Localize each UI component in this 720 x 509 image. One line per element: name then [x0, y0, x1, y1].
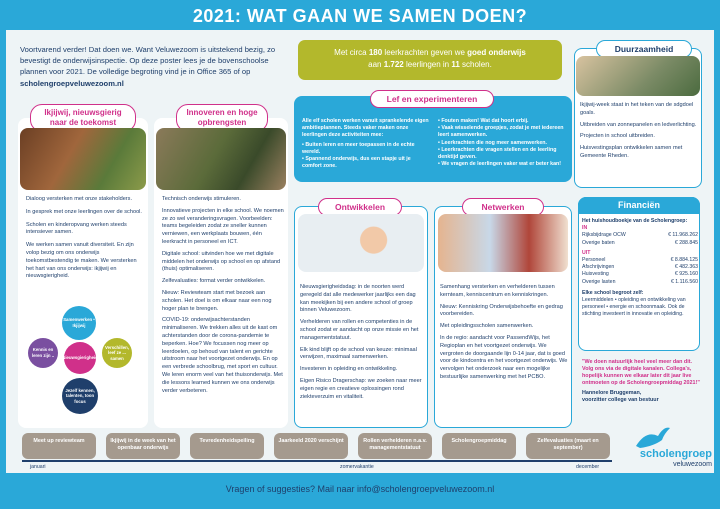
quote-text: "We doen natuurlijk heel veel meer dan dit. Volg ons via de digitale kanalen. Collega's, hopelijk kunnen we elkaar later dit jaar live ontmoeten op de Scholengroepmiddag 2021!" [582, 359, 700, 386]
fin-label: Overige lasten [582, 278, 616, 285]
ontwikkelen-photo [298, 214, 424, 272]
kpi-quality: goed onderwijs [467, 48, 526, 57]
fin-row [582, 257, 698, 264]
netwerken-item: In de regio: aandacht voor PassendWijs, het Regioplan en het voortgezet onderwijs. We vergroten de doorgaande lijn 0-14 jaar, dat is goed voor de kindcentra en het voortgezet onderwijs. We vervolgen het onderzoek naar een mogelijke bestuurlijke samenwerking met het PCBO. [440, 334, 568, 380]
lef-item: • Fouten maken! Wat dat hoort erbij. [438, 118, 529, 124]
lef-item: • Vaak wisselende groepjes, zodat je met iedereen leert samenwerken. [438, 125, 564, 139]
logo [624, 424, 712, 472]
netwerken-item: Samenhang versterken en verhelderen tussen kernteam, kenniscentrum en kenniskringen. [440, 284, 555, 298]
timeline-item: Scholengroepmiddag [442, 433, 516, 459]
logo-line2: veluwezoom [673, 461, 712, 468]
website-link[interactable]: scholengroepveluwezoom.nl [20, 78, 124, 88]
fin-value: € 482.363 [674, 264, 698, 271]
innoveren-item: Zelfevaluaties: format verder ontwikkelen. [162, 278, 266, 285]
duurzaam-item: Uitbreiden van zonnepanelen en ledverlichting. [580, 121, 697, 128]
duurzaam-item: Huisvestingsplan ontwikkelen samen met Gemeente Rheden. [580, 145, 683, 159]
ikjijwij-photo [20, 128, 146, 190]
timeline-item: Meet up reviewteam [22, 433, 96, 459]
ontwikkelen-item: Elk kind blijft op de school van keuze: minimaal verwijzen, maximaal samenwerken. [300, 346, 417, 361]
circle-jezelf: Jezelf kennen, talenten, toon focus [62, 378, 98, 414]
timeline-end: december [576, 464, 600, 470]
financien-text [582, 218, 698, 319]
lef-item: • Spannend onderwijs, dus een stapje uit je comfort zone. [302, 156, 411, 170]
circle-samenwerken: Samenwerken • Ikjijwij [62, 306, 96, 340]
kpi-text: leerkrachten geven we [382, 48, 468, 57]
kpi-banner [298, 40, 562, 80]
kpi-students: 1.722 [383, 60, 404, 69]
netwerken-item: Nieuw: Kenniskring Onderwijsbehoefte en gedrag voorbereiden. [440, 303, 563, 318]
footer-contact[interactable]: Vragen of suggesties? Mail naar info@scholengroepveluwezoom.nl [225, 484, 495, 494]
innoveren-item: Technisch onderwijs stimuleren. [162, 196, 241, 202]
ontwikkelen-item: Eigen Risico Dragerschap: we zoeken naar meer eigen regie en creatieve oplossingen rond ziekteverzuim en vitaliteit. [300, 377, 422, 400]
ontwikkelen-item: Investeren in opleiding en ontwikkeling. [300, 366, 398, 373]
kpi-text: Met circa [334, 48, 369, 57]
timeline-item: Jaarkeeld 2020 verschijnt [274, 433, 348, 459]
logo-line1: scholengroep [639, 448, 712, 460]
footer [0, 474, 720, 509]
lef-right [438, 118, 566, 168]
lef-title: Lef en experimenteren [370, 90, 494, 108]
lef-item: • We vragen de leerlingen vaker wat er beter kan! [438, 161, 562, 168]
innoveren-item: Nieuw: Reviewteam start met bezoek aan scholen. Het doel is om elkaar naar een nog hoger plan te brengen. [162, 289, 272, 312]
financien-elke-title: Elke school begroot zelf: [582, 289, 644, 296]
circle-nieuwsgierigheid: Nieuwsgierigheid [64, 342, 96, 374]
lef-card [294, 96, 572, 182]
page-title: 2021: WAT GAAN WE SAMEN DOEN? [0, 0, 720, 30]
intro-text [20, 44, 278, 89]
fin-value: € 11.968.262 [668, 232, 698, 239]
timeline-axis [22, 460, 612, 462]
kpi-text: scholen. [459, 60, 492, 69]
netwerken-photo [438, 214, 568, 272]
ontwikkelen-title: Ontwikkelen [318, 198, 402, 216]
kpi-schools: 11 [451, 60, 460, 69]
ontwikkelen-text [300, 284, 424, 401]
fin-row [582, 240, 698, 247]
innoveren-item: Innovatieve projecten in elke school. We noemen ze zo wel veranderingsvragen. Voorbeelden: teams begeleiden zodat ze sneller kunnen verniewen, een werkplaats bouwen, één leerkracht in personeel en ICT. [162, 207, 284, 245]
lef-item: • Buiten leren en meer toepassen in de echte wereld. [302, 141, 415, 155]
fin-value: € 8.884.125 [670, 257, 698, 264]
duurzaam-item: Projecten in school uitbreiden. [580, 133, 655, 140]
kpi-teachers: 180 [368, 48, 383, 57]
fin-label: Personeel [582, 257, 606, 264]
innoveren-title: Innoveren en hoge opbrengsten [176, 104, 268, 132]
fin-label: Overige baten [582, 239, 615, 246]
fin-row [582, 279, 698, 286]
lef-item: • Leerkrachten die vragen stellen en de leerling denktijd geven. [438, 146, 557, 161]
duurzaamheid-text [580, 102, 698, 161]
ikjijwij-item: Scholen en kinderopvang werken steeds intensiever samen. [26, 221, 127, 236]
fin-value: € 288.845 [674, 239, 698, 246]
timeline-item: Rollen verhelderen n.a.v. managementstatuut [358, 433, 432, 459]
financien-sub: Het huishoudboekje van de Scholengroep: [582, 218, 688, 224]
timeline-item: Zelfevaluaties (maart en september) [526, 433, 610, 459]
duurzaamheid-title: Duurzaamheid [596, 40, 692, 58]
ikjijwij-item: Dialoog versterken met onze stakeholders. [26, 196, 133, 202]
quote-author: Hannelore Bruggeman, [582, 390, 642, 396]
fin-row [582, 232, 698, 239]
fin-value: € 1.116.560 [670, 278, 698, 285]
circle-kennis: Kennis en leren zijn .. [28, 338, 58, 368]
duurzaam-item: Ikjijwij-week staat in het teken van de sdgdoel goals. [580, 102, 694, 116]
quote-block [578, 355, 706, 411]
innoveren-photo [156, 128, 286, 190]
netwerken-title: Netwerken [462, 198, 544, 216]
financien-in: IN [582, 225, 588, 232]
fin-row [582, 264, 698, 271]
fin-value: € 925.160 [674, 271, 698, 278]
fin-label: Afschrijvingen [582, 264, 615, 271]
timeline-item: Ikjijwij in de week van het openbaar onderwijs [106, 433, 180, 459]
circle-verschillen: Verschillen, leef ze ... samen [102, 338, 132, 368]
timeline-start: januari [30, 464, 46, 470]
intro-paragraph: Voortvarend verder! Dat doen we. Want Veluwezoom is uitstekend bezig, zo bevestigt de onderwijsinspectie. Op deze poster lees je de bovenschoolse plannen voor 2021. De volledige begroting vind je in Office 365 of op [20, 45, 276, 77]
ontwikkelen-item: Nieuwsgierigheidsdag: in de noorten werd geregeld dat alle medewerker jaarlijks een dag kan meekijken bij een andere school of groep binnen Veluwezoom. [300, 284, 416, 314]
kpi-text: leerlingen in [403, 60, 452, 69]
ikjijwij-text [26, 196, 144, 281]
financien-title: Financiën [578, 197, 700, 214]
netwerken-text [440, 284, 568, 382]
duurzaamheid-photo [576, 56, 700, 96]
lef-item: Alle elf scholen werken vanuit sprankelende eigen ambitieplannen. Steeds vaker maken onze leerlingen deze activiteiten mee: [302, 118, 429, 139]
ikjijwij-item: We werken samen vanuit diversiteit. En zijn volop bezig om ons onderwijs toekomstbestendig te maken. We versterken het hart van ons onderwijs: ikjijwij en nieuwsgierigheid. [26, 242, 137, 280]
quote-role: voorzitter college van bestuur [582, 397, 659, 403]
fin-row [582, 271, 698, 278]
financien-uit: UIT [582, 249, 591, 256]
netwerken-item: Met opleidingsscholen samenwerken. [440, 323, 534, 330]
kpi-text: aan [368, 60, 384, 69]
ikjijwij-item: In gesprek met onze leerlingen over de school. [26, 208, 142, 215]
ontwikkelen-item: Verhelderen van rollen en competenties in de school zodat er aandacht op onze missie en het managementstatuut. [300, 319, 419, 341]
innoveren-item: Digitale school: uitvinden hoe we met digitale middelen het onderwijs op school en op afstand (thuis) optimaliseren. [162, 250, 281, 273]
lef-item: • Leerkrachten die nog meer samenwerken. [438, 139, 548, 146]
innoveren-item: COVID-19: onderwijsachterstanden minimaliseren. We trekken alles uit de kast om achterstanden door de corona-pandemie te beperken. Hoe? We focussen nog meer op leerdoelen, op behoud van talent en gerichte uitstroom naar het voortgezet onderwijs. En op een verbrede schoolbrug, met sport en cultuur. We leren enorm veel van het thuisonderwijs. Met die lessons learned kunnen we ons onderwijs verder verbeteren. [162, 317, 283, 394]
timeline-mid: zomervakantie [340, 464, 374, 470]
timeline-item: Tevredenheidspeiling [190, 433, 264, 459]
innoveren-text [162, 196, 284, 395]
fin-label: Huisvesting [582, 271, 609, 278]
ikjijwij-title: Ikjijwij, nieuwsgierig naar de toekomst [30, 104, 136, 132]
fin-label: Rijksbijdrage OCW [582, 232, 626, 239]
financien-elke-text: Leermiddelen • opleiding en ontwikkeling van personeel • energie en schoonmaak. Ook de stichting investeert in innovatie en opleiding. [582, 297, 686, 318]
lef-left [302, 118, 430, 170]
